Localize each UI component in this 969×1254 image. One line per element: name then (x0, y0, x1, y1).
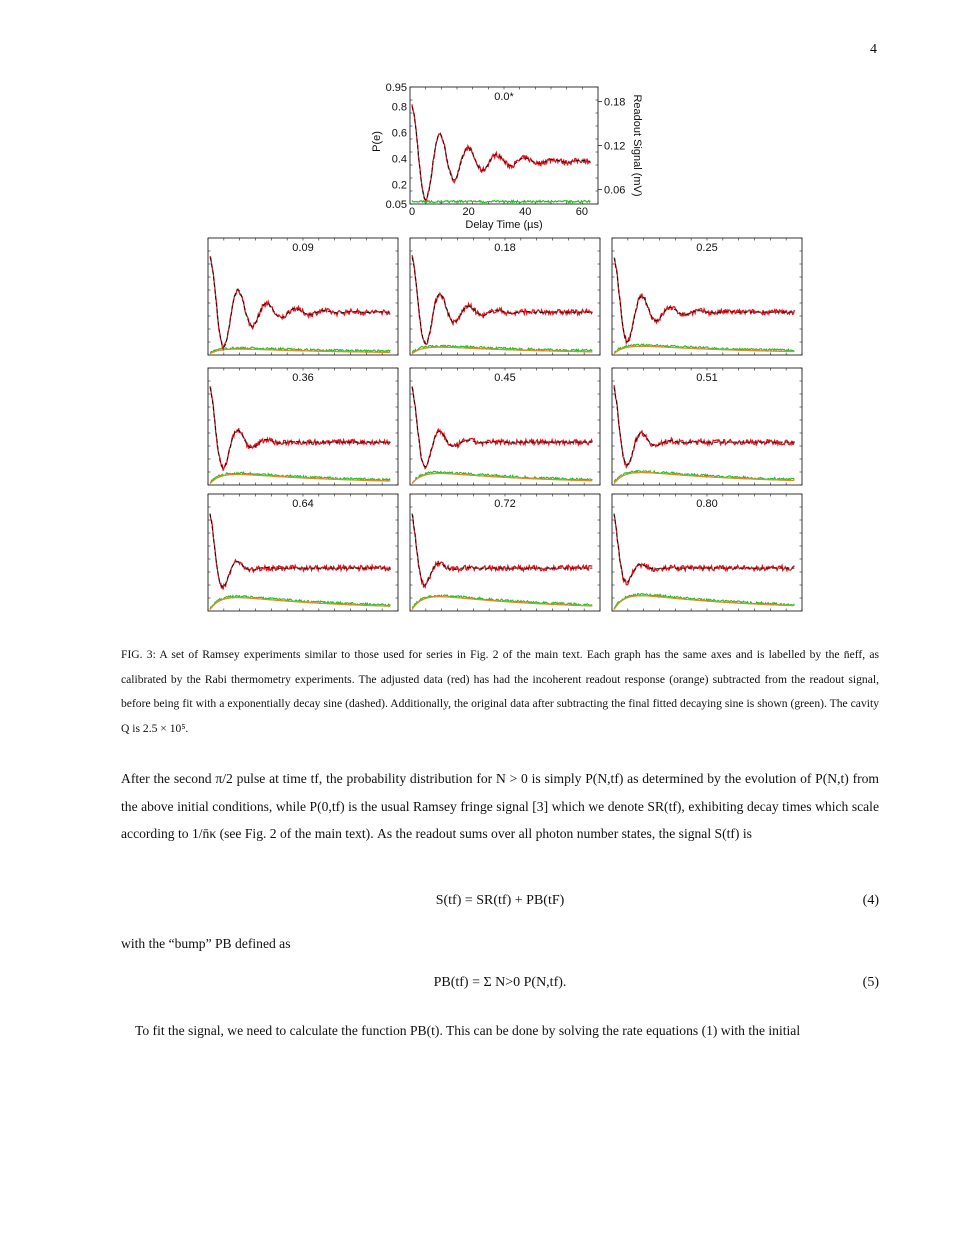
panel-frame-1 (208, 238, 398, 355)
panel-label: 0.64 (292, 498, 314, 510)
equation-5-number: (5) (862, 975, 879, 990)
page-number: 4 (870, 42, 877, 57)
paragraph-1: After the second π/2 pulse at time tf, the probability distribution for N > 0 is simply P(N,tf) as determined by the evolution of P(N,t) from the above initial conditions, while P(0,tf) is the usual Ramsey fringe signal [3] which we denote SR(tf), exhibiting decay times which scale according to 1/n̄κ (see Fig. 2 of the main text). As the readout sums over all photon number states, the signal S(tf) is (121, 771, 879, 841)
x-tick-label: 20 (462, 206, 475, 218)
panel-frame-8 (410, 494, 600, 611)
right-tick-label: 0.12 (604, 140, 626, 153)
paragraph-2: with the “bump” PB defined as (121, 936, 291, 951)
x-axis-label: Delay Time (µs) (465, 219, 543, 231)
x-tick-label: 60 (575, 206, 588, 218)
panel-frame-9 (612, 494, 802, 611)
panel-label: 0.25 (696, 242, 718, 254)
right-y-axis-label: Readout Signal (mV) (631, 94, 643, 197)
panel-label: 0.45 (494, 372, 516, 384)
panel-frame-4 (208, 368, 398, 485)
panel-frame-0 (410, 87, 598, 204)
panel-label: 0.09 (292, 242, 314, 254)
panel-frame-7 (208, 494, 398, 611)
y-tick-label: 0.2 (391, 179, 407, 192)
y-tick-label: 0.95 (385, 82, 407, 94)
right-tick-label: 0.06 (604, 184, 626, 197)
y-tick-label: 0.05 (385, 199, 407, 211)
equation-4-body: S(tf) = SR(tf) + PB(tF) (435, 893, 565, 908)
paragraph-3: To fit the signal, we need to calculate the function PB(t). This can be done by solving the rate equations (1) with the initial (135, 1023, 801, 1038)
panel-label: 0.51 (696, 372, 718, 384)
x-tick-label: 40 (519, 206, 532, 218)
x-tick-label: 0 (408, 206, 416, 218)
panel-label: 0.36 (292, 372, 314, 384)
y-tick-label: 0.6 (391, 127, 407, 140)
ramsey-figure (0, 0, 969, 620)
panel-label: 0.18 (494, 242, 516, 254)
equation-4-number: (4) (862, 893, 879, 908)
panel-frame-5 (410, 368, 600, 485)
y-tick-label: 0.8 (391, 101, 407, 114)
equation-5-body: PB(tf) = Σ N>0 P(N,tf). (433, 975, 567, 990)
panel-label: 0.0* (494, 91, 514, 103)
panel-label: 0.72 (494, 498, 516, 510)
right-tick-label: 0.18 (604, 96, 626, 109)
y-tick-label: 0.4 (391, 153, 407, 166)
panel-label: 0.80 (696, 498, 718, 510)
left-y-axis-label: P(e) (371, 131, 383, 152)
panel-frame-6 (612, 368, 802, 485)
figure-caption: FIG. 3: A set of Ramsey experiments similar to those used for series in Fig. 2 of the main text. Each graph has the same axes and is labelled by the n̄eff, as calibrated by the Rabi thermometry experiments. The adjusted data (red) has had the incoherent readout response (orange) subtracted from the readout signal, before being fit with a exponentially decay sine (dashed). Additionally, the original data after subtracting the final fitted decaying sine is shown (green). The cavity Q is 2.5 × 10⁵. (121, 648, 879, 735)
